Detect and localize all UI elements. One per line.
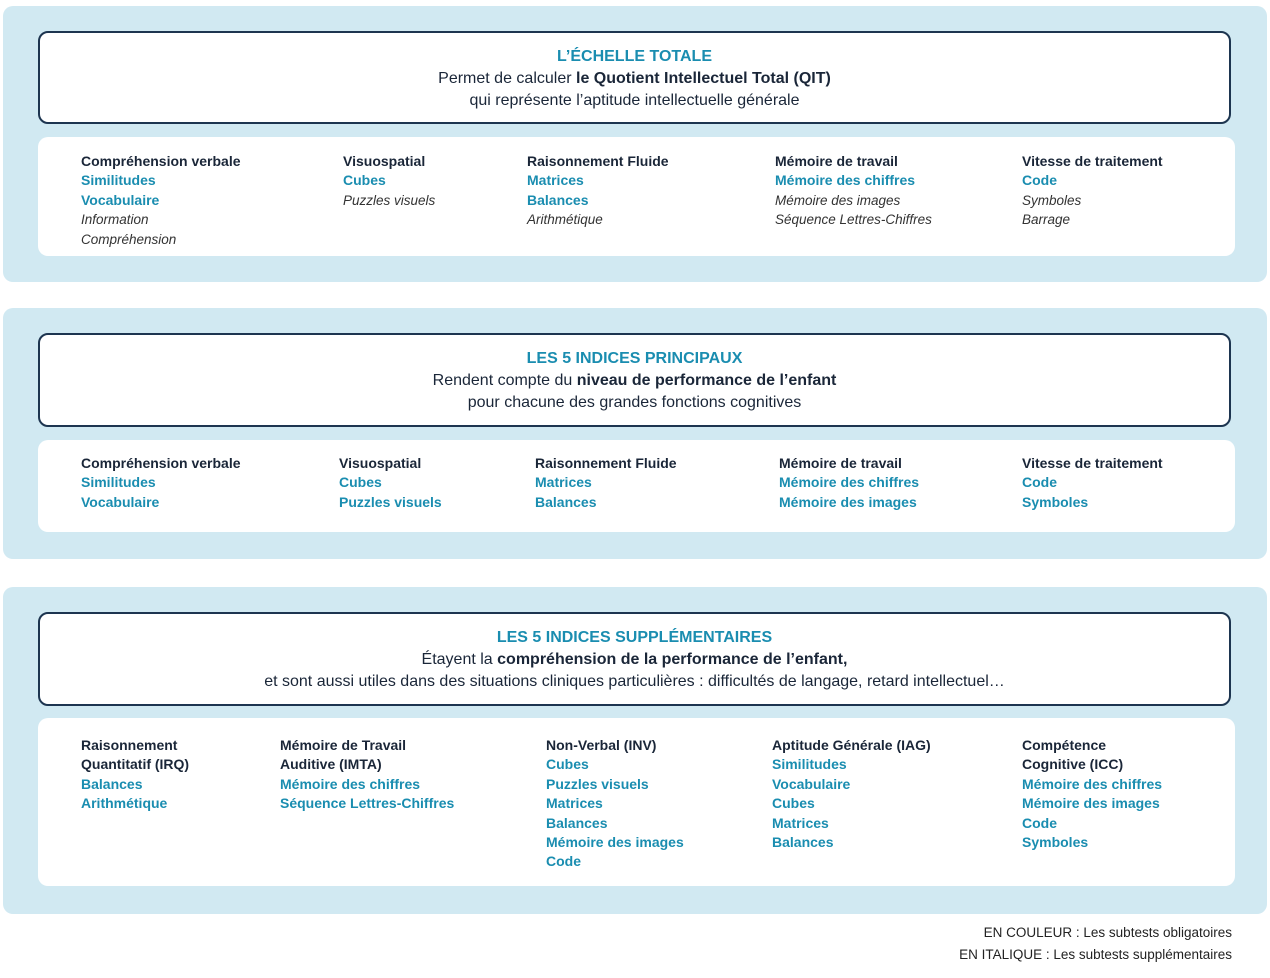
index-column: [81, 152, 241, 249]
index-title: Aptitude Générale (IAG): [772, 737, 931, 753]
subtest-required: Cubes: [339, 474, 382, 491]
index-title: Raisonnement: [81, 737, 178, 753]
index-title: Vitesse de traitement: [1022, 455, 1163, 471]
subtest-optional: Symboles: [1022, 192, 1082, 208]
subtest-required: Similitudes: [772, 756, 847, 773]
line-text: Étayent la: [421, 651, 498, 668]
index-title: Mémoire de travail: [779, 455, 902, 471]
legend-italic: [959, 944, 1232, 966]
index-column: [1022, 454, 1163, 512]
subtest-optional: Information: [81, 212, 149, 228]
subtest-required: Mémoire des chiffres: [1022, 775, 1163, 792]
subtest-required: Cubes: [343, 172, 386, 189]
section-indices-supplementaires: [3, 587, 1267, 914]
subtest-required: Mémoire des images: [1022, 795, 1160, 812]
subtest-required: Balances: [772, 834, 834, 851]
subtest-required: Balances: [527, 191, 589, 208]
subtest-optional: Arithmétique: [527, 212, 603, 228]
subtest-optional: Puzzles visuels: [343, 192, 436, 208]
subtest-required: Balances: [535, 493, 597, 510]
subtest-required: Code: [1022, 814, 1057, 831]
subtest-required: Code: [1022, 474, 1057, 491]
section-line-1: [40, 649, 1229, 671]
section-title: L’ÉCHELLE TOTALE: [557, 48, 712, 65]
line-bold: le Quotient Intellectuel Total (QIT): [576, 70, 831, 87]
index-title: Vitesse de traitement: [1022, 153, 1163, 169]
index-title: Compréhension verbale: [81, 455, 241, 471]
index-column: [81, 454, 241, 512]
subtest-required: Mémoire des images: [779, 493, 917, 510]
index-title: Compétence: [1022, 737, 1107, 753]
subtest-required: Cubes: [772, 795, 815, 812]
index-title: Quantitatif (IRQ): [81, 756, 190, 773]
subtest-required: Matrices: [535, 474, 592, 491]
index-column: [1022, 152, 1163, 230]
index-title: Cognitive (ICC): [1022, 756, 1124, 773]
index-column: [1022, 736, 1162, 852]
index-column: [527, 152, 669, 230]
index-column: [779, 454, 919, 512]
line-bold: niveau de performance de l’enfant: [576, 372, 837, 389]
legend-color-text: : Les subtests obligatoires: [1072, 925, 1232, 940]
line-text: Rendent compte du: [432, 372, 577, 389]
section-line-1: [40, 370, 1229, 392]
section-line-2: pour chacune des grandes fonctions cognitives: [467, 394, 802, 411]
subtest-required: Balances: [81, 775, 143, 792]
section-header: [38, 612, 1231, 706]
subtest-required: Mémoire des images: [546, 834, 684, 851]
index-column: [280, 736, 454, 814]
section-header: [38, 31, 1231, 124]
section-line-2: et sont aussi utiles dans des situations cliniques particulières : difficultés de langage, retard intellectuel…: [264, 673, 1005, 690]
section-header: [38, 333, 1231, 427]
index-title: Mémoire de travail: [775, 153, 898, 169]
section-indices-principaux: [3, 308, 1267, 559]
index-column: [775, 152, 932, 230]
subtest-required: Symboles: [1022, 834, 1089, 851]
index-column: [81, 736, 189, 814]
subtest-optional: Séquence Lettres-Chiffres: [775, 212, 932, 228]
subtest-required: Code: [546, 853, 581, 870]
subtest-required: Mémoire des chiffres: [779, 474, 920, 491]
subtest-required: Puzzles visuels: [546, 775, 649, 792]
subtest-required: Matrices: [546, 795, 603, 812]
subtest-required: Mémoire des chiffres: [775, 172, 916, 189]
legend-color: [959, 922, 1232, 944]
section-echelle-totale: [3, 6, 1267, 282]
index-title: Non-Verbal (INV): [546, 737, 657, 753]
index-column: [339, 454, 442, 512]
index-columns: [38, 137, 1235, 256]
subtest-required: Vocabulaire: [772, 775, 851, 792]
index-title: Mémoire de Travail: [280, 737, 407, 753]
subtest-required: Matrices: [527, 172, 584, 189]
legend-italic-key: EN ITALIQUE: [959, 947, 1043, 962]
index-column: [772, 736, 931, 852]
index-title: Auditive (IMTA): [280, 756, 382, 773]
subtest-required: Puzzles visuels: [339, 493, 442, 510]
subtest-required: Vocabulaire: [81, 191, 160, 208]
index-title: Compréhension verbale: [81, 153, 241, 169]
subtest-required: Vocabulaire: [81, 493, 160, 510]
subtest-required: Symboles: [1022, 493, 1089, 510]
subtest-optional: Barrage: [1022, 212, 1071, 228]
subtest-required: Arithmétique: [81, 795, 168, 812]
index-title: Raisonnement Fluide: [527, 153, 669, 169]
line-bold: compréhension de la performance de l’enfant,: [497, 651, 848, 668]
index-column: [546, 736, 684, 872]
index-column: [535, 454, 677, 512]
index-title: Raisonnement Fluide: [535, 455, 677, 471]
section-title: LES 5 INDICES PRINCIPAUX: [526, 350, 743, 367]
section-line-1: [40, 68, 1229, 90]
subtest-required: Cubes: [546, 756, 589, 773]
index-columns: [38, 440, 1235, 532]
subtest-required: Mémoire des chiffres: [280, 775, 421, 792]
index-title: Visuospatial: [339, 455, 422, 471]
index-columns: [38, 718, 1235, 886]
section-line-2: qui représente l’aptitude intellectuelle générale: [469, 92, 800, 109]
legend: [959, 922, 1232, 966]
legend-italic-text: : Les subtests supplémentaires: [1042, 947, 1232, 962]
index-column: [343, 152, 435, 210]
subtest-optional: Compréhension: [81, 231, 177, 247]
subtest-required: Séquence Lettres-Chiffres: [280, 795, 455, 812]
index-title: Visuospatial: [343, 153, 426, 169]
section-title: LES 5 INDICES SUPPLÉMENTAIRES: [496, 629, 773, 646]
line-text: Permet de calculer: [438, 70, 576, 87]
subtest-required: Similitudes: [81, 474, 156, 491]
subtest-required: Matrices: [772, 814, 829, 831]
subtest-required: Code: [1022, 172, 1057, 189]
subtest-required: Balances: [546, 814, 608, 831]
legend-color-key: EN COULEUR: [983, 925, 1073, 940]
subtest-optional: Mémoire des images: [775, 192, 901, 208]
subtest-required: Similitudes: [81, 172, 156, 189]
